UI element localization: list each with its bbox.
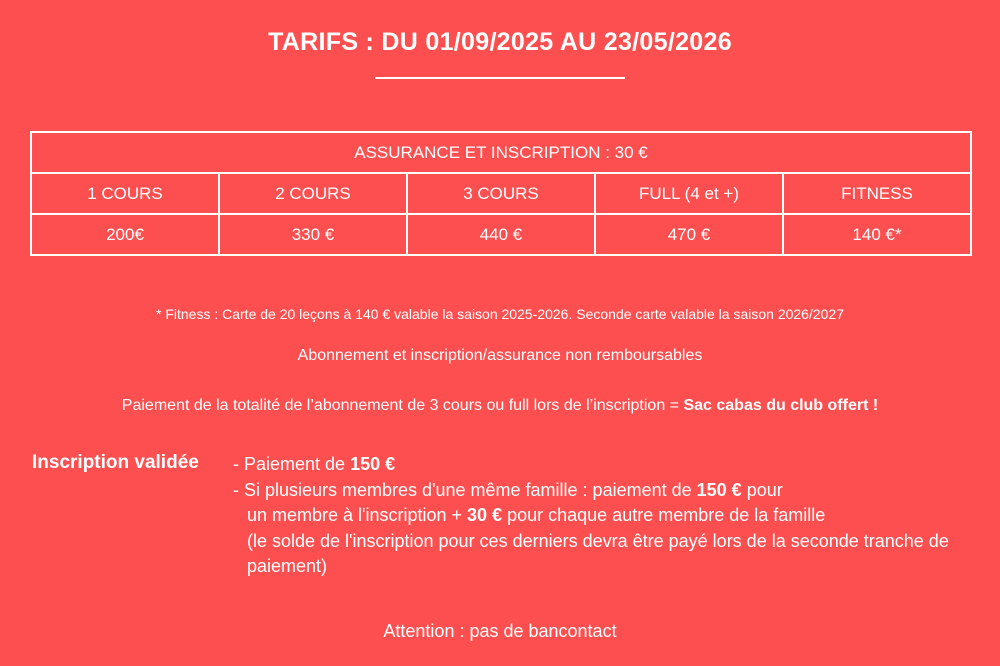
page-title: TARIFS : DU 01/09/2025 AU 23/05/2026	[268, 28, 732, 56]
table-row	[31, 173, 971, 214]
column-header-1-cours: 1 COURS	[31, 173, 219, 214]
item2-line2-amount: 30 €	[467, 505, 503, 525]
offer-text: Sac cabas du club offert !	[683, 397, 879, 414]
item2-line2-suffix: pour chaque autre membre de la famille	[502, 505, 826, 525]
item2-text: - Si plusieurs membres d'une même famille : paiement de	[233, 479, 697, 500]
title-divider	[375, 77, 625, 79]
inscription-item-1	[233, 452, 973, 478]
price-2-cours: 330 €	[219, 214, 407, 255]
column-header-3-cours: 3 COURS	[407, 173, 595, 214]
column-header-full: FULL (4 et +)	[595, 173, 783, 214]
attention-note: Attention : pas de bancontact	[383, 621, 617, 641]
item1-amount: 150 €	[350, 454, 396, 474]
insurance-header: ASSURANCE ET INSCRIPTION : 30 €	[31, 132, 971, 173]
price-full: 470 €	[595, 214, 783, 255]
price-fitness: 140 €*	[783, 214, 971, 255]
payment-offer-line	[0, 397, 1000, 415]
fitness-note: * Fitness : Carte de 20 leçons à 140 € valable la saison 2025-2026. Seconde carte valable la saison 2026/2027	[155, 306, 845, 322]
table-header-row	[31, 132, 971, 173]
inscription-item-2-line-3: (le solde de l'inscription pour ces derniers devra être payé lors de la seconde tranche de	[247, 530, 949, 551]
item2-amount: 150 €	[696, 479, 742, 500]
inscription-item-2-line-4: paiement)	[247, 556, 328, 576]
inscription-list	[233, 452, 973, 580]
column-header-2-cours: 2 COURS	[219, 173, 407, 214]
column-header-fitness: FITNESS	[783, 173, 971, 214]
price-table	[30, 131, 972, 256]
inscription-item-2	[233, 478, 973, 504]
inscription-label: Inscription validée	[32, 452, 199, 473]
table-row	[31, 214, 971, 255]
price-3-cours: 440 €	[407, 214, 595, 255]
price-1-cours: 200€	[31, 214, 219, 255]
non-refund-note: Abonnement et inscription/assurance non remboursables	[297, 347, 703, 364]
payment-text: Paiement de la totalité de l’abonnement de 3 cours ou full lors de l’inscription =	[121, 397, 684, 414]
item1-text: - Paiement de	[233, 454, 351, 474]
item2-suffix: pour	[741, 479, 783, 500]
inscription-item-2-line-2	[233, 503, 973, 529]
item2-line2-text: un membre à l'inscription +	[247, 505, 468, 525]
